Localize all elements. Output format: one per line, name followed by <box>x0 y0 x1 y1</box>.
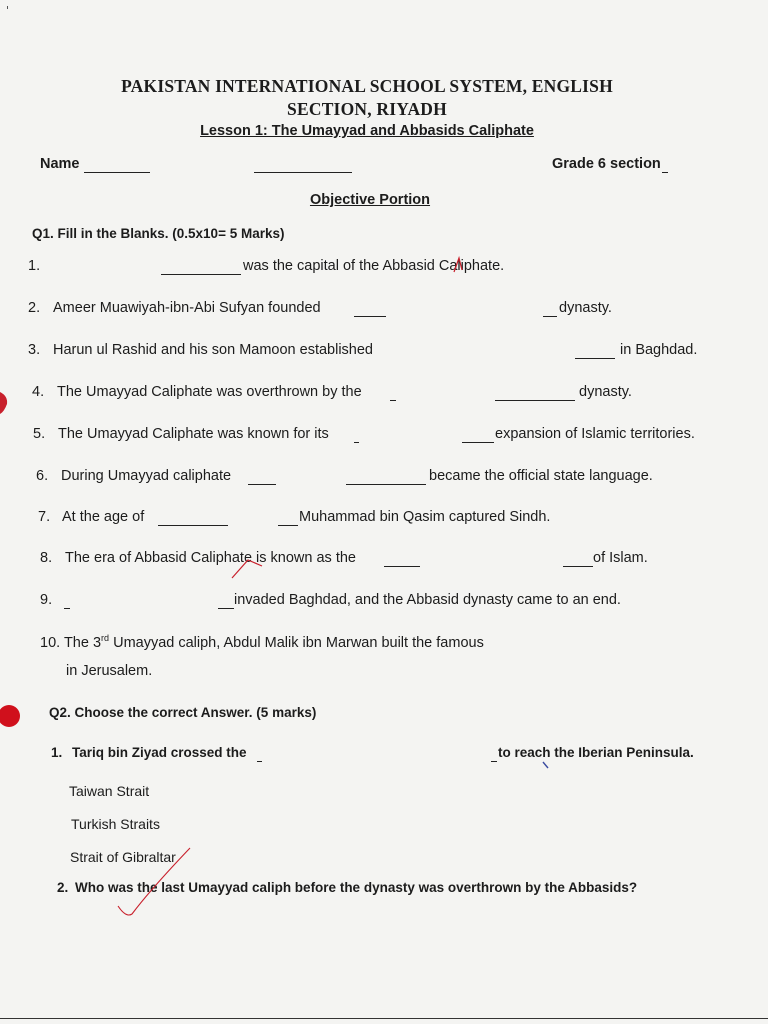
q1-item-4-number: 4. <box>32 384 45 400</box>
red-pen-correction-1 <box>454 258 462 272</box>
q1-item-5-text-left: The Umayyad Caliphate was known for its <box>58 426 329 442</box>
q1-item-10-text-b: Umayyad caliph, Abdul Malik ibn Marwan built the famous <box>109 634 484 651</box>
q1-item-8-text-left: The era of Abbasid Caliphate is known as the <box>65 550 356 566</box>
q1-item-2-text-right: dynasty. <box>559 300 612 316</box>
q1-item-6-text-left: During Umayyad caliphate <box>61 468 232 484</box>
q2-q1-option-1[interactable]: Taiwan Strait <box>69 783 150 799</box>
q1-item-8-number: 8. <box>40 550 53 566</box>
q2-q1-option-3[interactable]: Strait of Gibraltar <box>70 849 176 865</box>
q2-question-1-text-left: Tariq bin Ziyad crossed the <box>72 745 247 760</box>
q2-question-1-number: 1. <box>51 745 63 760</box>
q1-item-3-text-left: Harun ul Rashid and his son Mamoon established <box>53 342 373 358</box>
red-pen-correction-2 <box>232 560 262 578</box>
q1-item-4-text-left: The Umayyad Caliphate was overthrown by the <box>57 384 362 400</box>
speck-mark <box>7 6 8 9</box>
q2-question-2-text: Who was the last Umayyad caliph before the dynasty was overthrown by the Abbasids? <box>75 880 638 895</box>
q1-item-7-text-left: At the age of <box>62 509 145 525</box>
q1-item-1-number: 1. <box>28 258 41 274</box>
school-name-line2: SECTION, RIYADH <box>287 99 447 119</box>
q1-item-5-text-right: expansion of Islamic territories. <box>495 426 695 442</box>
q1-item-10-text-a: The 3 <box>63 634 102 651</box>
q1-item-4-text-right: dynasty. <box>579 384 632 400</box>
blue-pen-mark <box>543 762 548 768</box>
q1-item-5-number: 5. <box>33 426 46 442</box>
q1-item-9-text-right: invaded Baghdad, and the Abbasid dynasty came to an end. <box>234 592 621 608</box>
q1-item-6-number: 6. <box>36 468 49 484</box>
q1-heading: Q1. Fill in the Blanks. (0.5x10= 5 Marks) <box>32 226 285 241</box>
q2-heading: Q2. Choose the correct Answer. (5 marks) <box>49 705 317 720</box>
q1-item-2-number: 2. <box>28 300 41 316</box>
page-bottom-edge <box>0 1018 768 1019</box>
q2-question-2-number: 2. <box>57 880 69 895</box>
q1-item-3-number: 3. <box>28 342 41 358</box>
q1-item-8-text-right: of Islam. <box>593 550 648 566</box>
q1-item-10-number: 10. <box>40 634 61 651</box>
lesson-title: Lesson 1: The Umayyad and Abbasids Caliphate <box>200 123 534 139</box>
school-name-line1: PAKISTAN INTERNATIONAL SCHOOL SYSTEM, ENGLISH <box>121 76 613 96</box>
q1-item-7-number: 7. <box>38 509 51 525</box>
q1-item-3-text-right: in Baghdad. <box>620 342 698 358</box>
q1-item-10-sup: rd <box>101 633 110 643</box>
q1-item-7-text-right: Muhammad bin Qasim captured Sindh. <box>299 509 551 525</box>
red-margin-mark-upper <box>0 392 7 414</box>
q1-item-2-text-left: Ameer Muawiyah-ibn-Abi Sufyan founded <box>53 300 321 316</box>
red-margin-dot-lower <box>0 705 20 727</box>
q2-question-1-text-right: to reach the Iberian Peninsula. <box>498 745 694 760</box>
q1-item-10-continuation: in Jerusalem. <box>66 663 153 679</box>
portion-title: Objective Portion <box>309 192 431 208</box>
q1-item-1-text-right: was the capital of the Abbasid Caliphate. <box>243 258 505 274</box>
grade-label: Grade 6 section <box>552 156 661 172</box>
q1-item-6-text-right: became the official state language. <box>429 468 653 484</box>
name-label: Name <box>40 156 80 172</box>
q1-item-9-number: 9. <box>40 592 53 608</box>
q2-q1-option-2[interactable]: Turkish Straits <box>71 816 160 832</box>
red-tick-answer <box>118 848 190 915</box>
